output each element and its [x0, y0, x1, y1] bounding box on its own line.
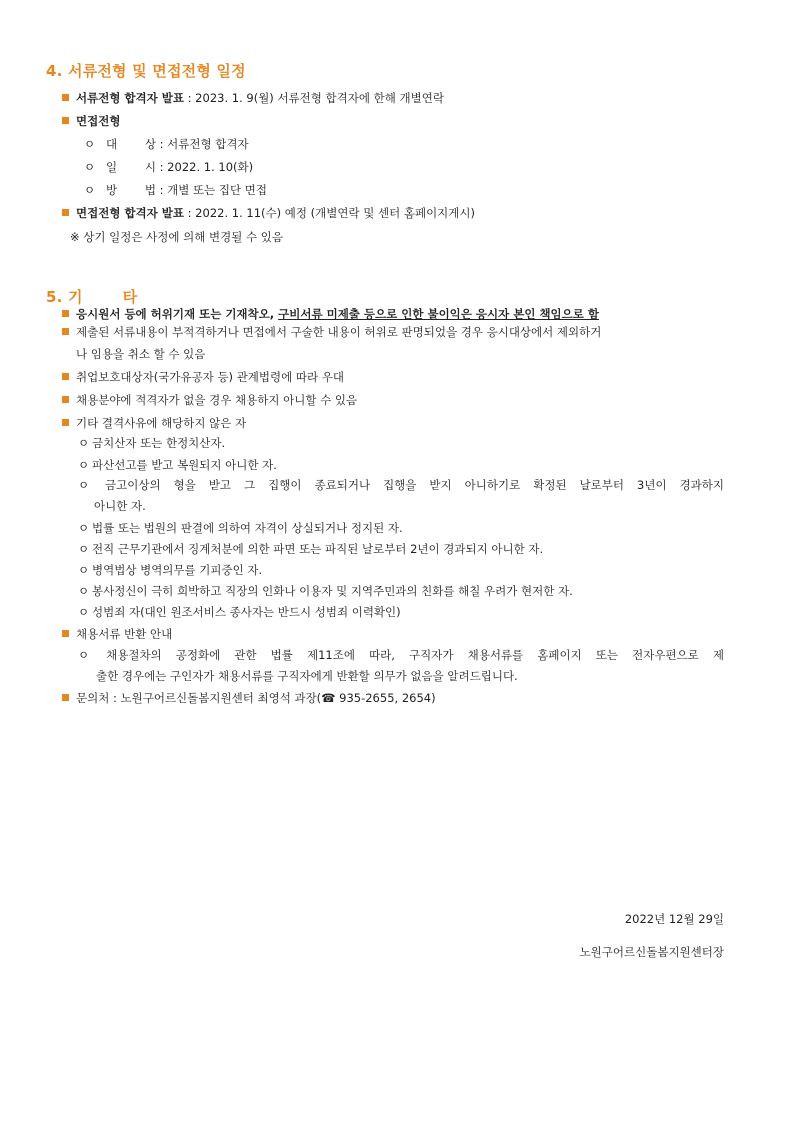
interview-label: 면접전형	[76, 114, 121, 128]
bullet-square-icon	[62, 396, 69, 403]
bullet-square-icon	[62, 373, 69, 380]
disq-text: 전직 근무기관에서 징계처분에 의한 파면 또는 파직된 날로부터 2년이 경과되지 아니한 자.	[92, 542, 544, 556]
document-signature: 노원구어르신돌봄지원센터장	[579, 945, 724, 959]
key-part: 법	[144, 183, 156, 197]
circle-bullet-icon: ㅇ	[78, 563, 90, 577]
interview-line	[62, 113, 120, 129]
disq-text: 병역법상 병역의무를 기피중인 자.	[92, 563, 263, 577]
item-other-disq	[62, 415, 246, 431]
item-no-hire	[62, 392, 357, 408]
doc-return-line2: 출한 경우에는 구인자가 채용서류를 구직자에게 반환할 의무가 없음을 알려드립니다.	[96, 669, 518, 683]
bullet-square-icon	[62, 694, 69, 701]
doc-return-line1	[78, 647, 724, 663]
false-entry-underline: 구비서류 미제출 등으로 인한 불이익은 응시자 본인 책임으로 함	[278, 307, 600, 321]
other-disq-text: 기타 결격사유에 해당하지 않은 자	[76, 416, 247, 430]
interview-item-target	[84, 136, 249, 152]
disqualify-text-1: 제출된 서류내용이 부적격하거나 면접에서 구술한 내용이 허위로 판명되었을 경우 응시대상에서 제외하거	[76, 325, 602, 339]
circle-bullet-icon: ㅇ	[78, 648, 90, 662]
protected-text: 취업보호대상자(국가유공자 등) 관계법령에 따라 우대	[76, 370, 344, 384]
item-false-entry	[62, 306, 599, 322]
disq-text: 금고이상의 형을 받고 그 집행이 종료되거나 집행을 받지 아니하기로 확정된 날로부터 3년이 경과하지	[105, 478, 725, 492]
interview-item-time	[84, 159, 253, 175]
item-disqualify-line1	[62, 324, 601, 340]
section-4-heading: 4. 서류전형 및 면접전형 일정	[46, 62, 246, 80]
interview-item-key	[106, 136, 156, 152]
section-5-heading-num: 5. 기	[46, 288, 83, 306]
key-part: 방	[106, 183, 118, 197]
disq-text: 봉사정신이 극히 희박하고 직장의 인화나 이용자 및 지역주민과의 친화를 해칠 우려가 현저한 자.	[92, 584, 573, 598]
final-result-label: 면접전형 합격자 발표	[76, 206, 184, 220]
item-contact	[62, 690, 436, 706]
circle-bullet-icon: ㅇ	[84, 183, 96, 197]
disq-item	[78, 435, 225, 451]
doc-return-text-1: 채용절차의 공정화에 관한 법률 제11조에 따라, 구직자가 채용서류를 홈페이지 또는 전자우편으로 제	[106, 648, 725, 662]
circle-bullet-icon: ㅇ	[84, 160, 96, 174]
section-5-heading	[46, 286, 137, 307]
no-hire-text: 채용분야에 적격자가 없을 경우 채용하지 아니할 수 있음	[76, 393, 358, 407]
interview-item-value: : 서류전형 합격자	[156, 137, 249, 151]
disq-item	[78, 520, 403, 536]
circle-bullet-icon: ㅇ	[78, 478, 90, 492]
disq-text: 금치산자 또는 한정치산자.	[92, 436, 226, 450]
false-entry-bold: 응시원서 등에 허위기재 또는 기재착오,	[76, 307, 279, 321]
circle-bullet-icon: ㅇ	[78, 605, 90, 619]
bullet-square-icon	[62, 209, 69, 216]
disq-text: 파산선고를 받고 복원되지 아니한 자.	[92, 458, 277, 472]
bullet-square-icon	[62, 630, 69, 637]
circle-bullet-icon: ㅇ	[78, 584, 90, 598]
bullet-square-icon	[62, 328, 69, 335]
disq-text: 법률 또는 법원의 판결에 의하여 자격이 상실되거나 정지된 자.	[92, 521, 403, 535]
item-disqualify-line2: 나 임용을 취소 할 수 있음	[76, 347, 206, 361]
disq-item	[78, 562, 262, 578]
disq-text: 성범죄 자(대인 원조서비스 종사자는 반드시 성범죄 이력확인)	[92, 605, 401, 619]
circle-bullet-icon: ㅇ	[78, 521, 90, 535]
final-result-line	[62, 205, 475, 221]
disq-item	[78, 541, 543, 557]
circle-bullet-icon: ㅇ	[78, 542, 90, 556]
doc-return-text: 채용서류 반환 안내	[76, 627, 173, 641]
doc-result-line	[62, 90, 444, 106]
bullet-square-icon	[62, 310, 69, 317]
interview-item-method	[84, 182, 267, 198]
doc-result-label: 서류전형 합격자 발표	[76, 91, 184, 105]
interview-item-value: : 2022. 1. 10(화)	[156, 160, 254, 174]
disq-item	[78, 477, 724, 493]
key-part: 상	[144, 137, 156, 151]
section-5-heading-tail: 타	[122, 288, 138, 306]
doc-result-text: : 2023. 1. 9(월) 서류전형 합격자에 한해 개별연락	[184, 91, 444, 105]
disq-item	[78, 457, 277, 473]
key-part: 대	[106, 137, 118, 151]
key-part: 시	[144, 160, 156, 174]
interview-item-value: : 개별 또는 집단 면접	[156, 183, 268, 197]
interview-item-key	[106, 182, 156, 198]
disq-item-continued: 아니한 자.	[94, 499, 146, 513]
item-doc-return	[62, 626, 172, 642]
bullet-square-icon	[62, 117, 69, 124]
document-date: 2022년 12월 29일	[624, 912, 724, 926]
bullet-square-icon	[62, 94, 69, 101]
interview-item-key	[106, 159, 156, 175]
bullet-square-icon	[62, 419, 69, 426]
circle-bullet-icon: ㅇ	[84, 137, 96, 151]
item-protected	[62, 369, 344, 385]
circle-bullet-icon: ㅇ	[78, 458, 90, 472]
contact-text: 문의처 : 노원구어르신돌봄지원센터 최영석 과장(☎ 935-2655, 2654)	[76, 691, 436, 705]
key-part: 일	[106, 160, 118, 174]
schedule-note: ※ 상기 일정은 사정에 의해 변경될 수 있음	[70, 230, 283, 244]
circle-bullet-icon: ㅇ	[78, 436, 90, 450]
disq-item	[78, 583, 573, 599]
final-result-text: : 2022. 1. 11(수) 예정 (개별연락 및 센터 홈페이지게시)	[184, 206, 475, 220]
disq-item	[78, 604, 401, 620]
